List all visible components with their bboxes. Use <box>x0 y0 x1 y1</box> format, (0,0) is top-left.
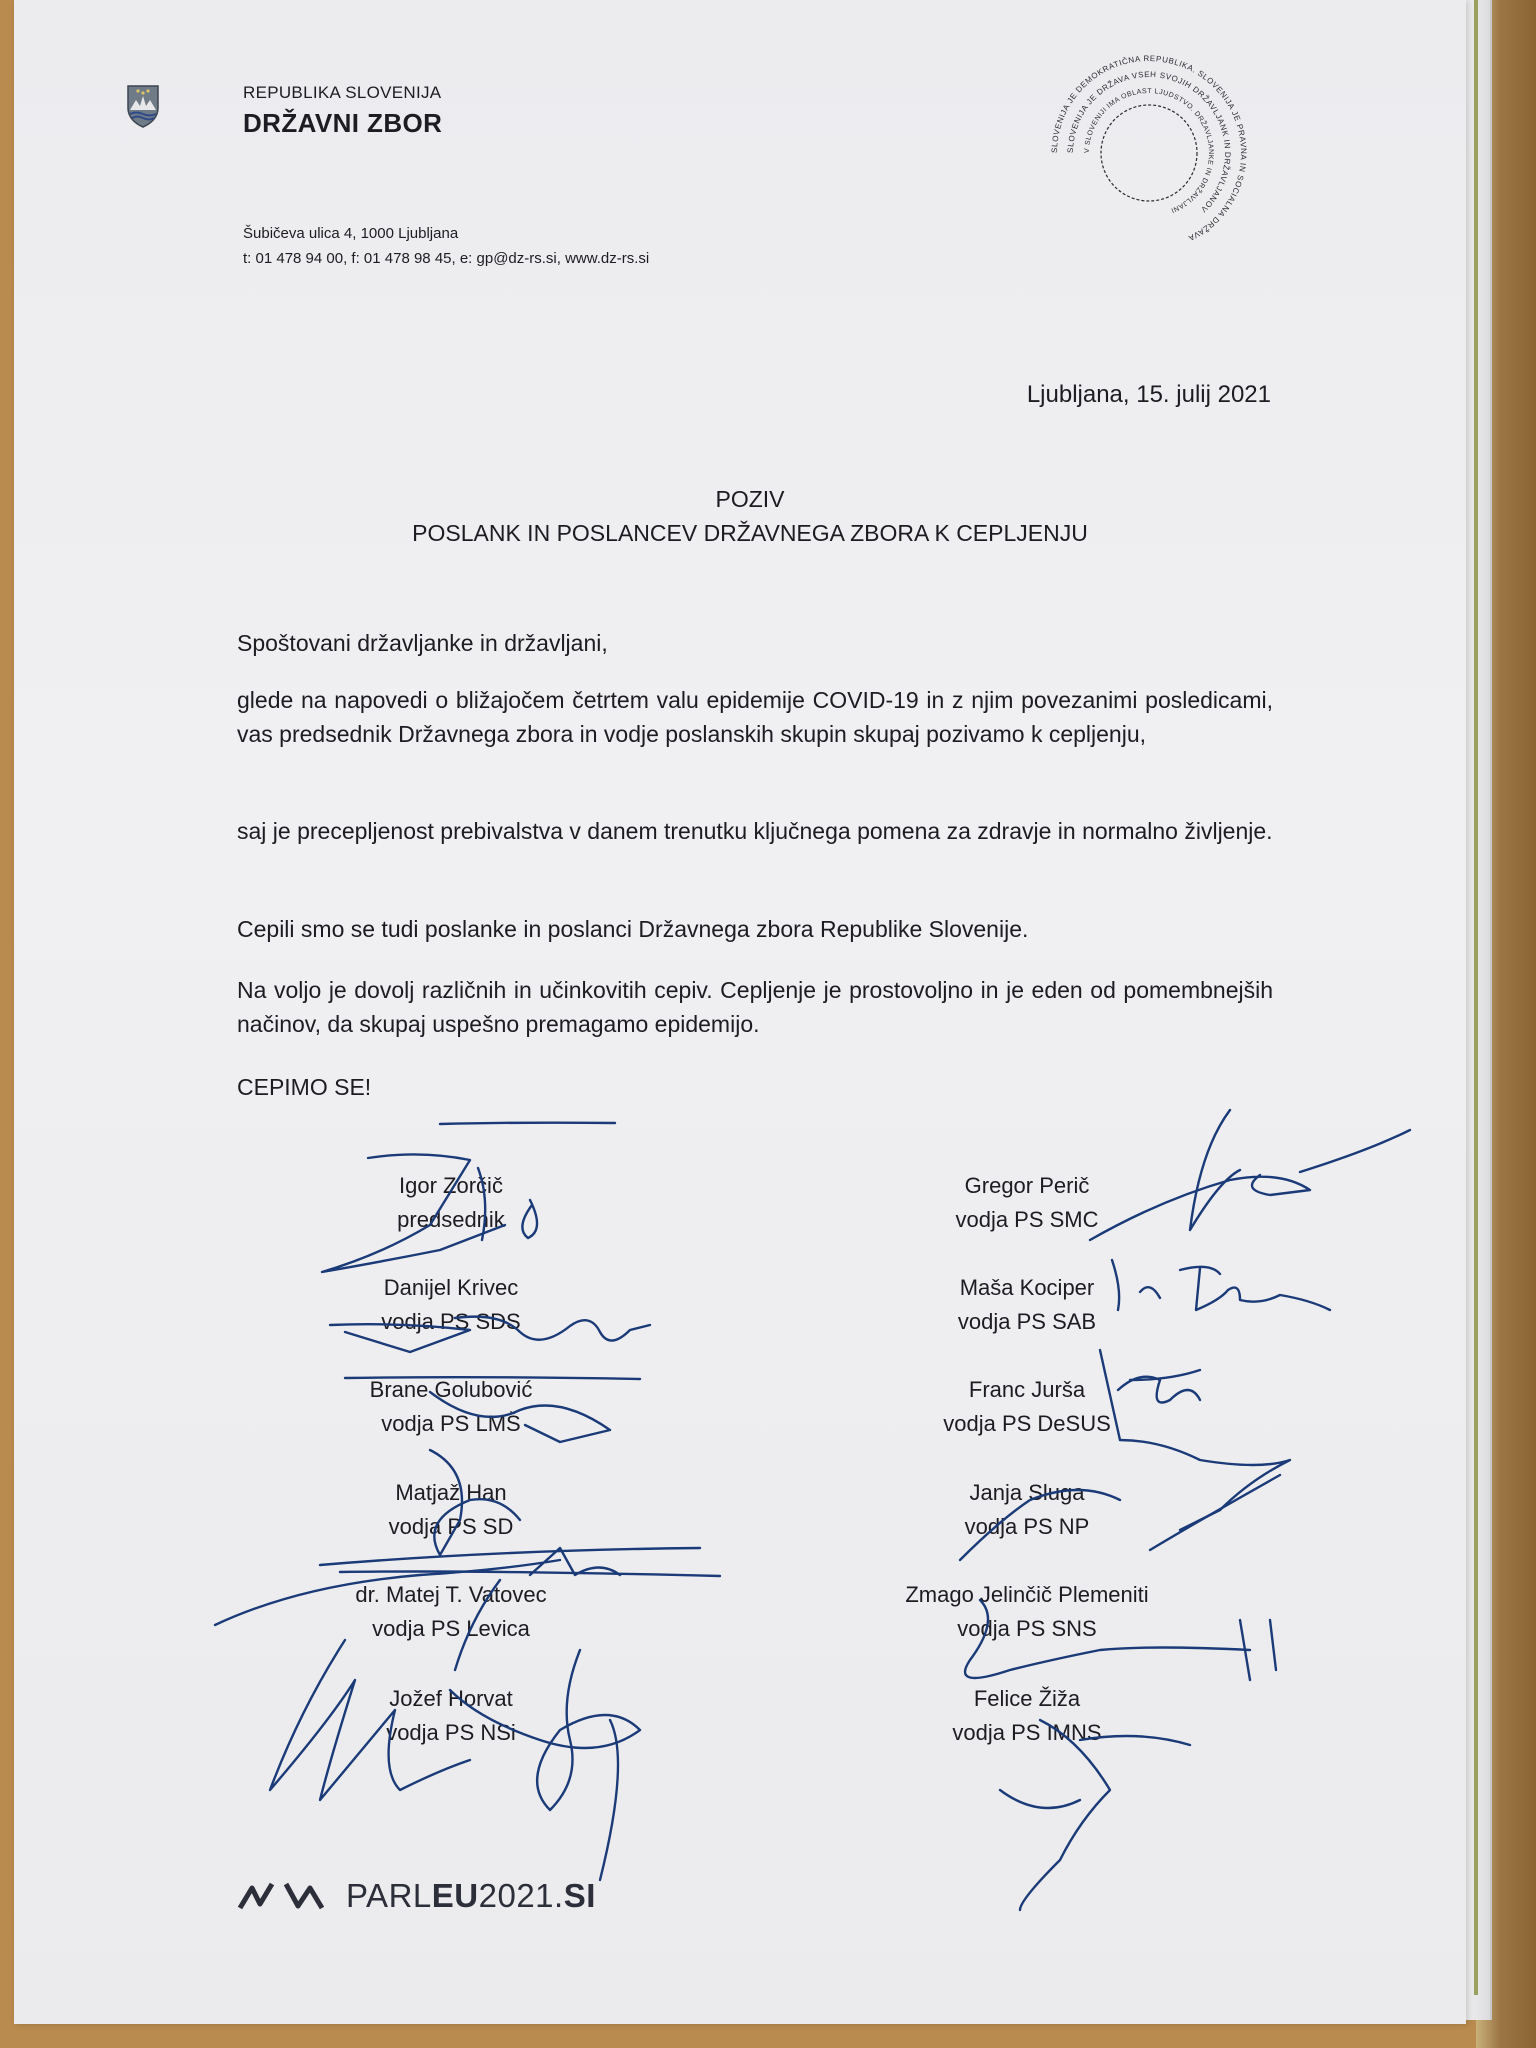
signatory-block <box>291 1373 611 1441</box>
signatory-role: predsednik <box>397 1207 505 1232</box>
signatory-block <box>291 1682 611 1750</box>
signatory-block <box>867 1578 1187 1646</box>
parleu-wordmark <box>346 1877 596 1915</box>
parleu-mark-icon <box>236 1880 340 1912</box>
seal-outer-text: SLOVENIJA JE DEMOKRATIČNA REPUBLIKA. SLOVENIJA JE PRAVNA IN SOCIALNA DRŽAVA <box>1049 53 1249 243</box>
signatory-block <box>291 1578 611 1646</box>
signatory-name: dr. Matej T. Vatovec <box>355 1582 547 1607</box>
signatory-role: vodja PS LMŠ <box>381 1411 521 1436</box>
letter-title: POZIV <box>715 486 785 512</box>
signatory-block <box>867 1169 1187 1237</box>
signatory-name: Jožef Horvat <box>389 1686 513 1711</box>
contacts-line: t: 01 478 94 00, f: 01 478 98 45, e: gp@dz-rs.si, www.dz-rs.si <box>243 250 650 267</box>
signatory-role: vodja PS DeSUS <box>943 1411 1111 1436</box>
letter-subtitle: POSLANK IN POSLANCEV DRŽAVNEGA ZBORA K CEPLJENJU <box>412 520 1088 546</box>
circular-seal <box>1034 38 1264 268</box>
logo-suffix: SI <box>563 1877 596 1914</box>
signatory-block <box>867 1271 1187 1339</box>
closing-call: CEPIMO SE! <box>237 1074 372 1100</box>
signatory-name: Franc Jurša <box>968 1377 1086 1402</box>
svg-text:V SLOVENIJI IMA OBLAST LJUDSTV <box>1084 88 1214 214</box>
signatory-name: Janja Sluga <box>969 1480 1085 1505</box>
paragraph-2: saj je precepljenost prebivalstva v danem trenutku ključnega pomena za zdravje in normalno življenje. <box>237 818 1273 844</box>
underlying-page-edge <box>1474 0 1478 1995</box>
signatory-block <box>867 1373 1187 1441</box>
signatory-name: Gregor Perič <box>964 1173 1090 1198</box>
signatory-role: vodja PS SD <box>388 1514 514 1539</box>
paragraph-4: Na voljo je dovolj različnih in učinkovitih cepiv. Cepljenje je prostovoljno in je eden od pomembnejših načinov, da skupaj uspešno premagamo epidemijo. <box>237 977 1273 1037</box>
logo-year: 2021. <box>478 1877 564 1914</box>
signatory-role: vodja PS Levica <box>372 1616 530 1641</box>
signatory-name: Matjaž Han <box>395 1480 507 1505</box>
signatory-name: Igor Zorčič <box>399 1173 503 1198</box>
signatory-block <box>867 1476 1187 1544</box>
seal-inner-text: V SLOVENIJI IMA OBLAST LJUDSTVO. DRŽAVLJANKE IN DRŽAVLJANI <box>1083 87 1215 214</box>
logo-eu: EU <box>431 1877 479 1914</box>
signatory-role: vodja PS SMC <box>955 1207 1099 1232</box>
signatory-block <box>867 1682 1187 1750</box>
salutation: Spoštovani državljanke in državljani, <box>237 630 608 656</box>
signatory-name: Brane Golubović <box>369 1377 533 1402</box>
institution-name: DRŽAVNI ZBOR <box>243 108 443 138</box>
letter-date: Ljubljana, 15. julij 2021 <box>1026 381 1271 408</box>
svg-text:SLOVENIJA JE DEMOKRATIČNA REPU <box>1050 54 1248 243</box>
signatory-role: vodja PS SNS <box>957 1616 1097 1641</box>
signatory-block <box>291 1169 611 1237</box>
address-line: Šubičeva ulica 4, 1000 Ljubljana <box>243 225 459 242</box>
seal-middle-text: SLOVENIJA JE DRŽAVA VSEH SVOJIH DRŽAVLJANK IN DRŽAVLJANOV <box>1065 69 1233 215</box>
signatory-role: vodja PS NSi <box>386 1720 516 1745</box>
signatory-role: vodja PS SAB <box>957 1309 1097 1334</box>
signatory-name: Maša Kociper <box>959 1275 1095 1300</box>
paragraph-1: glede na napovedi o bližajočem četrtem valu epidemije COVID-19 in z njim povezanimi posledicami, vas predsednik Državnega zbora in vodje poslanskih skupin skupaj pozivamo k cepljenju, <box>237 687 1273 747</box>
signatory-name: Zmago Jelinčič Plemeniti <box>905 1582 1149 1607</box>
signatory-role: vodja PS NP <box>964 1514 1090 1539</box>
signatory-block <box>291 1476 611 1544</box>
coat-of-arms-icon <box>126 84 160 128</box>
parleu-logo <box>236 1874 596 1918</box>
republic-label: REPUBLIKA SLOVENIJA <box>243 83 442 102</box>
paragraph-3: Cepili smo se tudi poslanke in poslanci Državnega zbora Republike Slovenije. <box>237 916 1029 942</box>
signatory-block <box>291 1271 611 1339</box>
letter-page <box>14 0 1466 2024</box>
signatory-role: vodja PS SDS <box>381 1309 521 1334</box>
signatory-name: Danijel Krivec <box>383 1275 519 1300</box>
signatory-role: vodja PS IMNS <box>952 1720 1102 1745</box>
logo-prefix: PARL <box>346 1877 432 1914</box>
signatory-name: Felice Žiža <box>973 1686 1081 1711</box>
